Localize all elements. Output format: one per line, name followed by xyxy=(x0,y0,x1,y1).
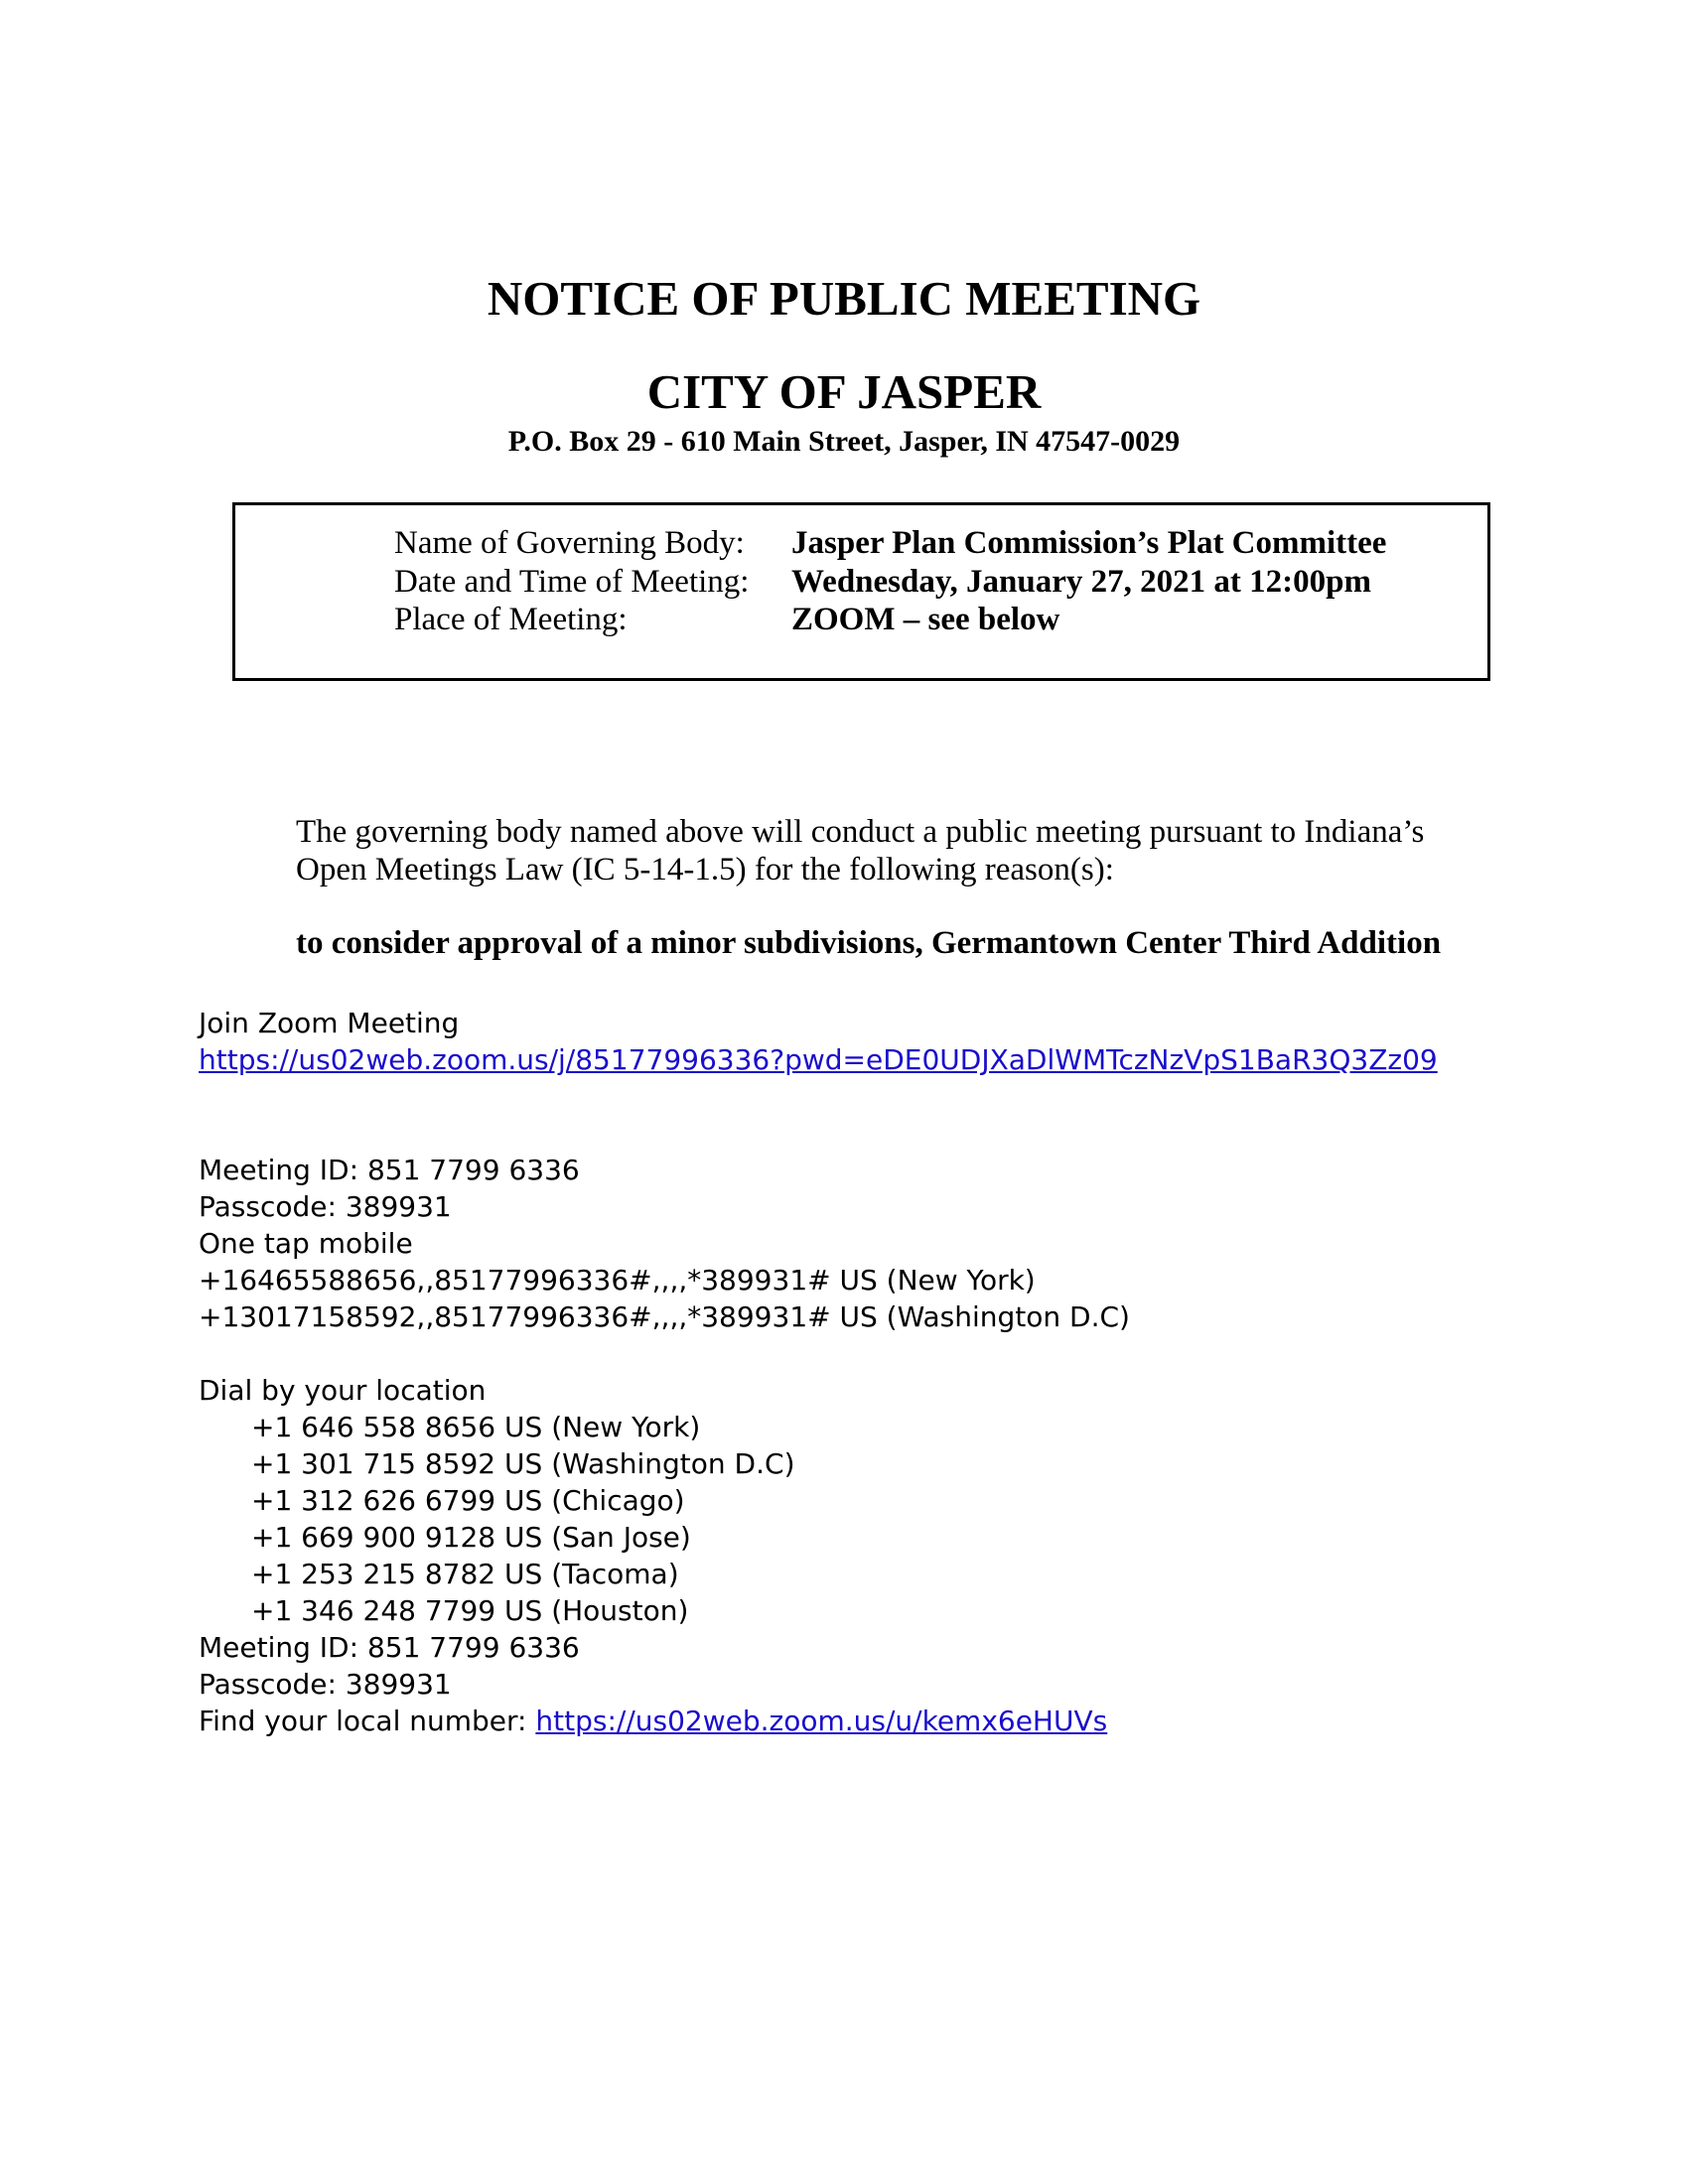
dial-by-location-label: Dial by your location xyxy=(199,1374,487,1407)
city-name: CITY OF JASPER xyxy=(646,364,1042,419)
governing-body-label: Name of Governing Body: xyxy=(394,525,745,561)
date-time-row xyxy=(235,564,1487,604)
find-local-number-label: Find your local number: xyxy=(199,1705,536,1737)
passcode: Passcode: 389931 xyxy=(199,1190,452,1223)
find-local-number-line xyxy=(199,1705,1107,1737)
meeting-reason: to consider approval of a minor subdivisions, Germantown Center Third Addition xyxy=(296,925,1442,961)
passcode-repeat: Passcode: 389931 xyxy=(199,1668,452,1701)
join-zoom-link[interactable]: https://us02web.zoom.us/j/85177996336?pwd=eDE0UDJXaDlWMTczNzVpS1BaR3Q3Zz09 xyxy=(199,1043,1438,1076)
meeting-info-box xyxy=(232,502,1490,681)
dial-number: +1 669 900 9128 US (San Jose) xyxy=(251,1521,691,1554)
one-tap-number: +13017158592,,85177996336#,,,,*389931# US (Washington D.C) xyxy=(199,1300,1130,1333)
dial-number: +1 301 715 8592 US (Washington D.C) xyxy=(251,1447,795,1480)
notice-title: NOTICE OF PUBLIC MEETING xyxy=(487,271,1201,326)
meeting-id-repeat: Meeting ID: 851 7799 6336 xyxy=(199,1631,580,1664)
meeting-id: Meeting ID: 851 7799 6336 xyxy=(199,1154,580,1186)
date-time-value: Wednesday, January 27, 2021 at 12:00pm xyxy=(791,564,1371,600)
dial-number: +1 346 248 7799 US (Houston) xyxy=(251,1594,689,1627)
dial-number: +1 312 626 6799 US (Chicago) xyxy=(251,1484,685,1517)
place-value: ZOOM – see below xyxy=(791,602,1060,637)
dial-number: +1 646 558 8656 US (New York) xyxy=(251,1411,701,1443)
dial-number: +1 253 215 8782 US (Tacoma) xyxy=(251,1558,679,1590)
date-time-label: Date and Time of Meeting: xyxy=(394,564,750,600)
local-number-link[interactable]: https://us02web.zoom.us/u/kemx6eHUVs xyxy=(535,1705,1108,1737)
join-zoom-label: Join Zoom Meeting xyxy=(199,1007,460,1039)
place-row xyxy=(235,602,1487,641)
join-zoom-link-line xyxy=(199,1043,1438,1076)
one-tap-label: One tap mobile xyxy=(199,1227,413,1260)
governing-body-value: Jasper Plan Commission’s Plat Committee xyxy=(791,525,1387,561)
purpose-paragraph-line-1: The governing body named above will conduct a public meeting pursuant to Indiana’s xyxy=(296,814,1425,850)
purpose-paragraph-line-2: Open Meetings Law (IC 5-14-1.5) for the following reason(s): xyxy=(296,852,1114,887)
place-label: Place of Meeting: xyxy=(394,602,628,637)
one-tap-number: +16465588656,,85177996336#,,,,*389931# US (New York) xyxy=(199,1264,1036,1297)
city-address: P.O. Box 29 - 610 Main Street, Jasper, IN 47547-0029 xyxy=(507,425,1181,458)
governing-body-row xyxy=(235,525,1487,565)
